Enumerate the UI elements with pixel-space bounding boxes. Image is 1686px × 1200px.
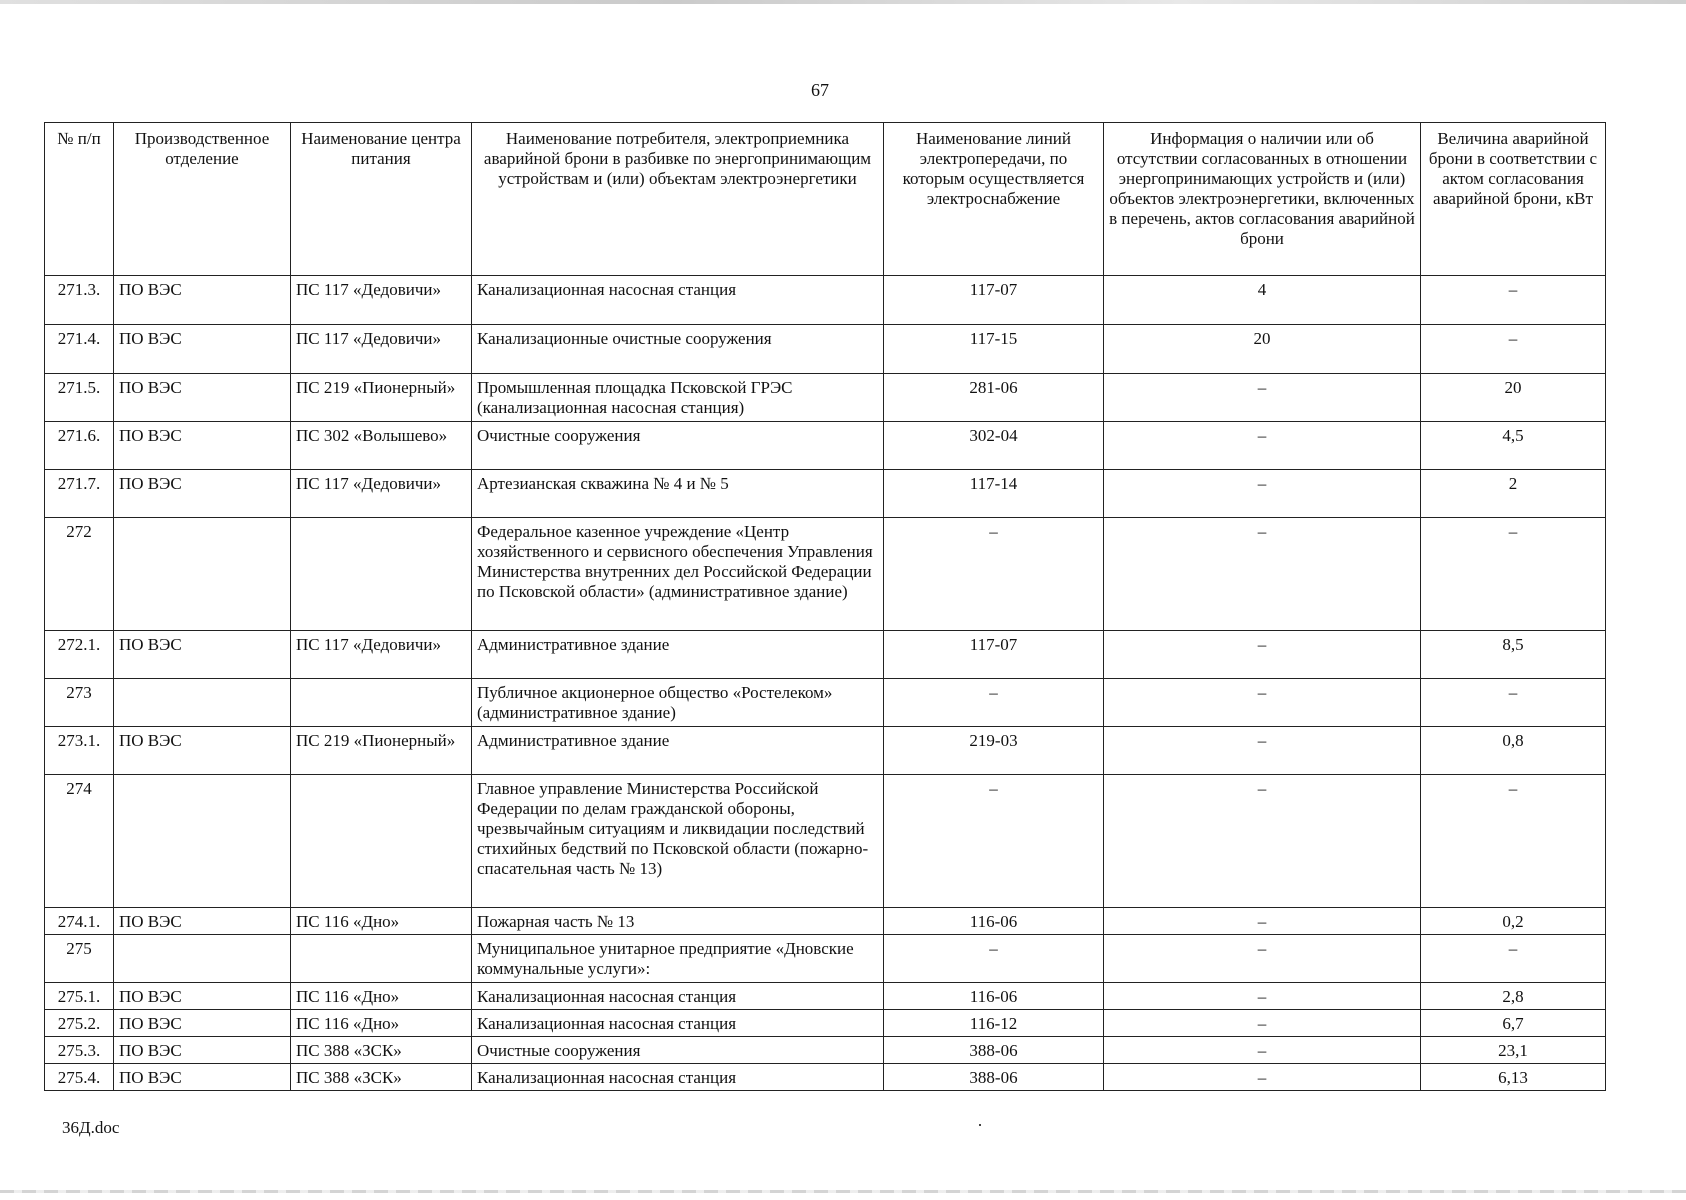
- row-number: 271.3.: [45, 276, 114, 325]
- row-consumer: Канализационные очистные сооружения: [472, 325, 884, 374]
- row-power-line: 116-06: [884, 908, 1104, 935]
- scan-edge-bottom: [0, 1190, 1686, 1193]
- row-number: 275.2.: [45, 1010, 114, 1037]
- row-approval-info: –: [1104, 727, 1421, 775]
- row-approval-info: –: [1104, 679, 1421, 727]
- row-consumer: Публичное акционерное общество «Ростелеком» (административное здание): [472, 679, 884, 727]
- row-department: ПО ВЭС: [114, 1064, 291, 1091]
- row-approval-info: 20: [1104, 325, 1421, 374]
- row-approval-info: –: [1104, 1010, 1421, 1037]
- row-number: 275: [45, 935, 114, 983]
- table-row: [45, 276, 1606, 325]
- row-consumer: Пожарная часть № 13: [472, 908, 884, 935]
- row-consumer: Канализационная насосная станция: [472, 983, 884, 1010]
- row-reserve-amount: –: [1421, 679, 1606, 727]
- row-power-center: ПС 302 «Волышево»: [291, 422, 472, 470]
- row-department: ПО ВЭС: [114, 908, 291, 935]
- row-number: 275.1.: [45, 983, 114, 1010]
- row-consumer: Канализационная насосная станция: [472, 1064, 884, 1091]
- row-department: ПО ВЭС: [114, 470, 291, 518]
- footer-file-name: 36Д.doc: [62, 1118, 120, 1137]
- row-number: 271.7.: [45, 470, 114, 518]
- row-power-center: ПС 388 «ЗСК»: [291, 1064, 472, 1091]
- row-reserve-amount: –: [1421, 775, 1606, 908]
- scan-edge-top: [0, 0, 1686, 4]
- row-number: 272: [45, 518, 114, 631]
- row-department: [114, 679, 291, 727]
- row-department: ПО ВЭС: [114, 276, 291, 325]
- row-reserve-amount: –: [1421, 935, 1606, 983]
- table-row: [45, 518, 1606, 631]
- row-power-center: [291, 518, 472, 631]
- table-row: [45, 325, 1606, 374]
- row-power-center: ПС 388 «ЗСК»: [291, 1037, 472, 1064]
- row-number: 274.1.: [45, 908, 114, 935]
- row-approval-info: –: [1104, 1064, 1421, 1091]
- table-body: [45, 276, 1606, 1091]
- header-number: № п/п: [45, 123, 114, 276]
- row-reserve-amount: –: [1421, 276, 1606, 325]
- row-power-line: –: [884, 679, 1104, 727]
- row-department: ПО ВЭС: [114, 983, 291, 1010]
- row-reserve-amount: 23,1: [1421, 1037, 1606, 1064]
- row-consumer: Федеральное казенное учреждение «Центр хозяйственного и сервисного обеспечения Управления Министерства внутренних дел Российской Федерации по Псковской области» (административное здание): [472, 518, 884, 631]
- row-number: 274: [45, 775, 114, 908]
- row-number: 271.4.: [45, 325, 114, 374]
- row-consumer: Административное здание: [472, 631, 884, 679]
- row-number: 275.3.: [45, 1037, 114, 1064]
- row-department: ПО ВЭС: [114, 422, 291, 470]
- row-consumer: Промышленная площадка Псковской ГРЭС (канализационная насосная станция): [472, 374, 884, 422]
- table-row: [45, 1064, 1606, 1091]
- row-consumer: Очистные сооружения: [472, 1037, 884, 1064]
- table-row: [45, 908, 1606, 935]
- row-consumer: Административное здание: [472, 727, 884, 775]
- row-consumer: Канализационная насосная станция: [472, 1010, 884, 1037]
- row-power-center: ПС 117 «Дедовичи»: [291, 631, 472, 679]
- row-power-center: ПС 117 «Дедовичи»: [291, 276, 472, 325]
- header-reserve-amount: Величина аварийной брони в соответствии с актом согласования аварийной брони, кВт: [1421, 123, 1606, 276]
- header-power-line: Наименование линий электропередачи, по которым осуществляется электроснабжение: [884, 123, 1104, 276]
- header-approval-info: Информация о наличии или об отсутствии согласованных в отношении энергопринимающих устройств и (или) объектов электроэнергетики, включенных в перечень, актов согласования аварийной брони: [1104, 123, 1421, 276]
- row-power-line: 116-12: [884, 1010, 1104, 1037]
- row-reserve-amount: 4,5: [1421, 422, 1606, 470]
- row-power-line: 117-14: [884, 470, 1104, 518]
- row-power-line: 117-07: [884, 276, 1104, 325]
- row-power-center: [291, 775, 472, 908]
- row-approval-info: –: [1104, 518, 1421, 631]
- row-department: [114, 518, 291, 631]
- row-power-center: [291, 935, 472, 983]
- row-power-center: ПС 117 «Дедовичи»: [291, 470, 472, 518]
- row-power-line: 388-06: [884, 1064, 1104, 1091]
- row-reserve-amount: 8,5: [1421, 631, 1606, 679]
- scan-speck: [979, 1124, 981, 1126]
- row-number: 273.1.: [45, 727, 114, 775]
- table-row: [45, 1010, 1606, 1037]
- row-power-center: ПС 116 «Дно»: [291, 1010, 472, 1037]
- row-power-center: ПС 219 «Пионерный»: [291, 374, 472, 422]
- row-approval-info: –: [1104, 775, 1421, 908]
- row-approval-info: –: [1104, 374, 1421, 422]
- row-reserve-amount: 2,8: [1421, 983, 1606, 1010]
- row-approval-info: –: [1104, 470, 1421, 518]
- header-department: Производственное отделение: [114, 123, 291, 276]
- table-row: [45, 422, 1606, 470]
- row-power-center: ПС 116 «Дно»: [291, 983, 472, 1010]
- row-department: [114, 775, 291, 908]
- table-row: [45, 374, 1606, 422]
- row-consumer: Главное управление Министерства Российской Федерации по делам гражданской обороны, чрезвычайным ситуациям и ликвидации последствий стихийных бедствий по Псковской области (пожарно-спасательная часть № 13): [472, 775, 884, 908]
- row-department: [114, 935, 291, 983]
- row-approval-info: 4: [1104, 276, 1421, 325]
- row-power-line: 281-06: [884, 374, 1104, 422]
- row-consumer: Муниципальное унитарное предприятие «Дновские коммунальные услуги»:: [472, 935, 884, 983]
- row-approval-info: –: [1104, 908, 1421, 935]
- row-reserve-amount: 6,13: [1421, 1064, 1606, 1091]
- table-row: [45, 775, 1606, 908]
- row-power-line: –: [884, 775, 1104, 908]
- row-reserve-amount: 20: [1421, 374, 1606, 422]
- row-power-line: 388-06: [884, 1037, 1104, 1064]
- page-number: 67: [811, 80, 829, 100]
- row-power-line: 219-03: [884, 727, 1104, 775]
- table-row: [45, 935, 1606, 983]
- header-power-center: Наименование центра питания: [291, 123, 472, 276]
- row-approval-info: –: [1104, 935, 1421, 983]
- row-department: ПО ВЭС: [114, 727, 291, 775]
- row-department: ПО ВЭС: [114, 1010, 291, 1037]
- row-number: 275.4.: [45, 1064, 114, 1091]
- table-row: [45, 631, 1606, 679]
- row-department: ПО ВЭС: [114, 325, 291, 374]
- row-department: ПО ВЭС: [114, 374, 291, 422]
- row-reserve-amount: –: [1421, 518, 1606, 631]
- row-reserve-amount: 0,8: [1421, 727, 1606, 775]
- row-approval-info: –: [1104, 1037, 1421, 1064]
- row-power-line: 117-07: [884, 631, 1104, 679]
- row-reserve-amount: 6,7: [1421, 1010, 1606, 1037]
- table-row: [45, 983, 1606, 1010]
- row-consumer: Артезианская скважина № 4 и № 5: [472, 470, 884, 518]
- row-approval-info: –: [1104, 422, 1421, 470]
- row-power-center: ПС 116 «Дно»: [291, 908, 472, 935]
- row-power-center: ПС 219 «Пионерный»: [291, 727, 472, 775]
- row-number: 272.1.: [45, 631, 114, 679]
- row-number: 273: [45, 679, 114, 727]
- table-row: [45, 679, 1606, 727]
- row-power-line: 116-06: [884, 983, 1104, 1010]
- row-number: 271.5.: [45, 374, 114, 422]
- row-approval-info: –: [1104, 631, 1421, 679]
- emergency-reserve-table: [44, 122, 1606, 1091]
- header-consumer: Наименование потребителя, электроприемника аварийной брони в разбивке по энергопринимающим устройствам и (или) объектам электроэнергетики: [472, 123, 884, 276]
- row-consumer: Очистные сооружения: [472, 422, 884, 470]
- row-department: ПО ВЭС: [114, 631, 291, 679]
- row-power-center: [291, 679, 472, 727]
- row-reserve-amount: 0,2: [1421, 908, 1606, 935]
- row-number: 271.6.: [45, 422, 114, 470]
- row-power-line: –: [884, 518, 1104, 631]
- row-consumer: Канализационная насосная станция: [472, 276, 884, 325]
- row-power-center: ПС 117 «Дедовичи»: [291, 325, 472, 374]
- table-header: [45, 123, 1606, 276]
- table-row: [45, 727, 1606, 775]
- row-reserve-amount: 2: [1421, 470, 1606, 518]
- row-approval-info: –: [1104, 983, 1421, 1010]
- row-power-line: –: [884, 935, 1104, 983]
- table-row: [45, 1037, 1606, 1064]
- row-department: ПО ВЭС: [114, 1037, 291, 1064]
- row-power-line: 117-15: [884, 325, 1104, 374]
- row-reserve-amount: –: [1421, 325, 1606, 374]
- table-row: [45, 470, 1606, 518]
- row-power-line: 302-04: [884, 422, 1104, 470]
